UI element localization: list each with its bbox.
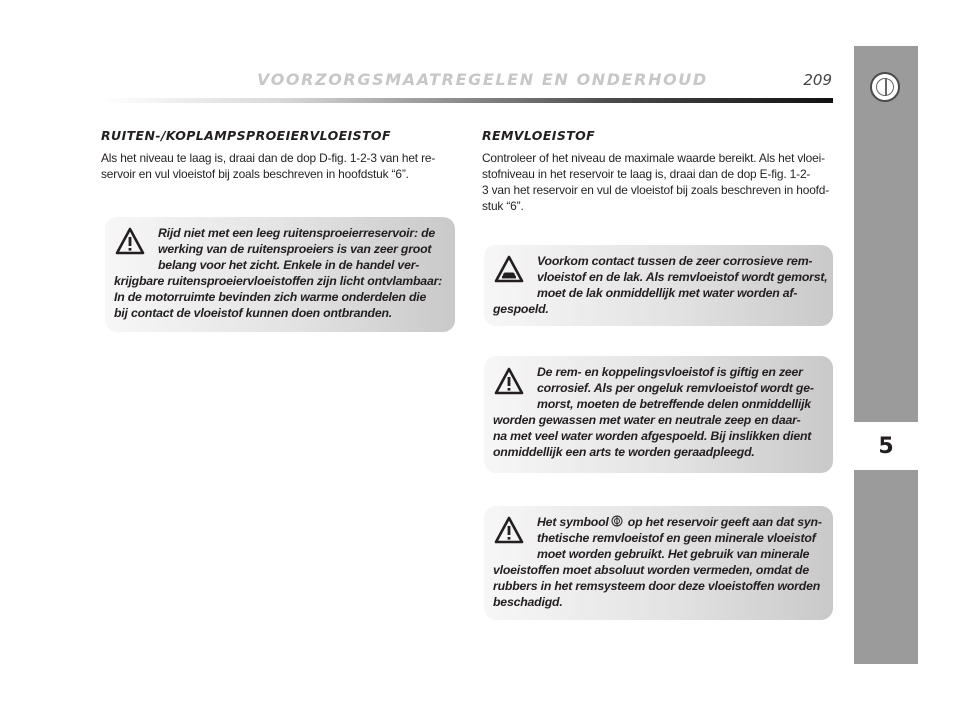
page-number: 209 xyxy=(803,71,832,89)
warning-line: gespoeld. xyxy=(493,302,549,316)
warning-line: In de motorruimte bevinden zich warme onderdelen die xyxy=(114,290,427,304)
paragraph-line: stofniveau in het reservoir te laag is, draai dan de dop E-fig. 1-2- xyxy=(482,167,811,181)
warning-line: moet de lak onmiddellijk met water worden af- xyxy=(537,286,798,300)
warning-inline-text: op het reservoir geeft aan dat syn- xyxy=(624,515,822,529)
warning-box-washer-fluid xyxy=(105,217,455,332)
warning-line: bij contact de vloeistof kunnen doen ontbranden. xyxy=(114,306,393,320)
washer-fluid-paragraph xyxy=(101,150,435,182)
warning-line: thetische remvloeistof en geen minerale vloeistof xyxy=(537,531,816,545)
warning-line: vloeistof en de lak. Als remvloeistof wordt gemorst, xyxy=(537,270,828,284)
warning-line: worden gewassen met water en neutrale zeep en daar- xyxy=(493,413,801,427)
warning-line: moet worden gebruikt. Het gebruik van minerale xyxy=(537,547,810,561)
section-heading-washer-fluid: RUITEN-/KOPLAMPSPROEIERVLOEISTOF xyxy=(101,128,391,143)
warning-box-synthetic-fluid xyxy=(484,506,833,620)
warning-text xyxy=(493,364,814,460)
warning-line: Rijd niet met een leeg ruitensproeierreservoir: de xyxy=(158,226,436,240)
warning-line: morst, moeten de betreffende delen onmiddellijk xyxy=(537,397,811,411)
warning-line: onmiddellijk een arts te worden geraadpleegd. xyxy=(493,445,755,459)
warning-text xyxy=(493,514,822,610)
warning-line: corrosief. Als per ongeluk remvloeistof wordt ge- xyxy=(537,381,814,395)
paragraph-line: servoir en vul vloeistof bij zoals beschreven in hoofdstuk “6”. xyxy=(101,167,409,181)
brand-logo-icon xyxy=(870,72,900,102)
warning-line: krijgbare ruitensproeiervloeistoffen zijn licht ontvlambaar: xyxy=(114,274,443,288)
warning-line: De rem- en koppelingsvloeistof is giftig en zeer xyxy=(537,365,803,379)
paragraph-line: Als het niveau te laag is, draai dan de dop D-fig. 1-2-3 van het re- xyxy=(101,151,436,165)
warning-box-toxic-fluid xyxy=(484,356,833,473)
chapter-sidebar xyxy=(854,46,918,664)
warning-line xyxy=(493,514,822,530)
warning-text xyxy=(493,253,828,317)
paragraph-line: Controleer of het niveau de maximale waarde bereikt. Als het vloei- xyxy=(482,151,825,165)
paragraph-line: stuk “6”. xyxy=(482,199,524,213)
paragraph-line: 3 van het reservoir en vul de vloeistof bij zoals beschreven in hoofd- xyxy=(482,183,830,197)
warning-box-paint-contact xyxy=(484,245,833,326)
section-heading-brake-fluid: REMVLOEISTOF xyxy=(482,128,596,143)
warning-line: Voorkom contact tussen de zeer corrosieve rem- xyxy=(537,254,813,268)
warning-line: rubbers in het remsysteem door deze vloeistoffen worden xyxy=(493,579,821,593)
chapter-number-tab: 5 xyxy=(854,422,918,470)
header-divider xyxy=(100,98,833,103)
warning-line: na met veel water worden afgespoeld. Bij inslikken dient xyxy=(493,429,812,443)
warning-inline-text: Het symbool xyxy=(537,515,609,529)
warning-line: beschadigd. xyxy=(493,595,563,609)
synthetic-fluid-symbol-icon xyxy=(611,515,623,527)
warning-line: belang voor het zicht. Enkele in de handel ver- xyxy=(158,258,420,272)
running-header-title: VOORZORGSMAATREGELEN EN ONDERHOUD xyxy=(257,70,708,89)
brake-fluid-paragraph xyxy=(482,150,829,214)
warning-line: werking van de ruitensproeiers is van zeer groot xyxy=(158,242,432,256)
warning-text xyxy=(114,225,442,321)
warning-line: vloeistoffen moet absoluut worden vermeden, omdat de xyxy=(493,563,809,577)
